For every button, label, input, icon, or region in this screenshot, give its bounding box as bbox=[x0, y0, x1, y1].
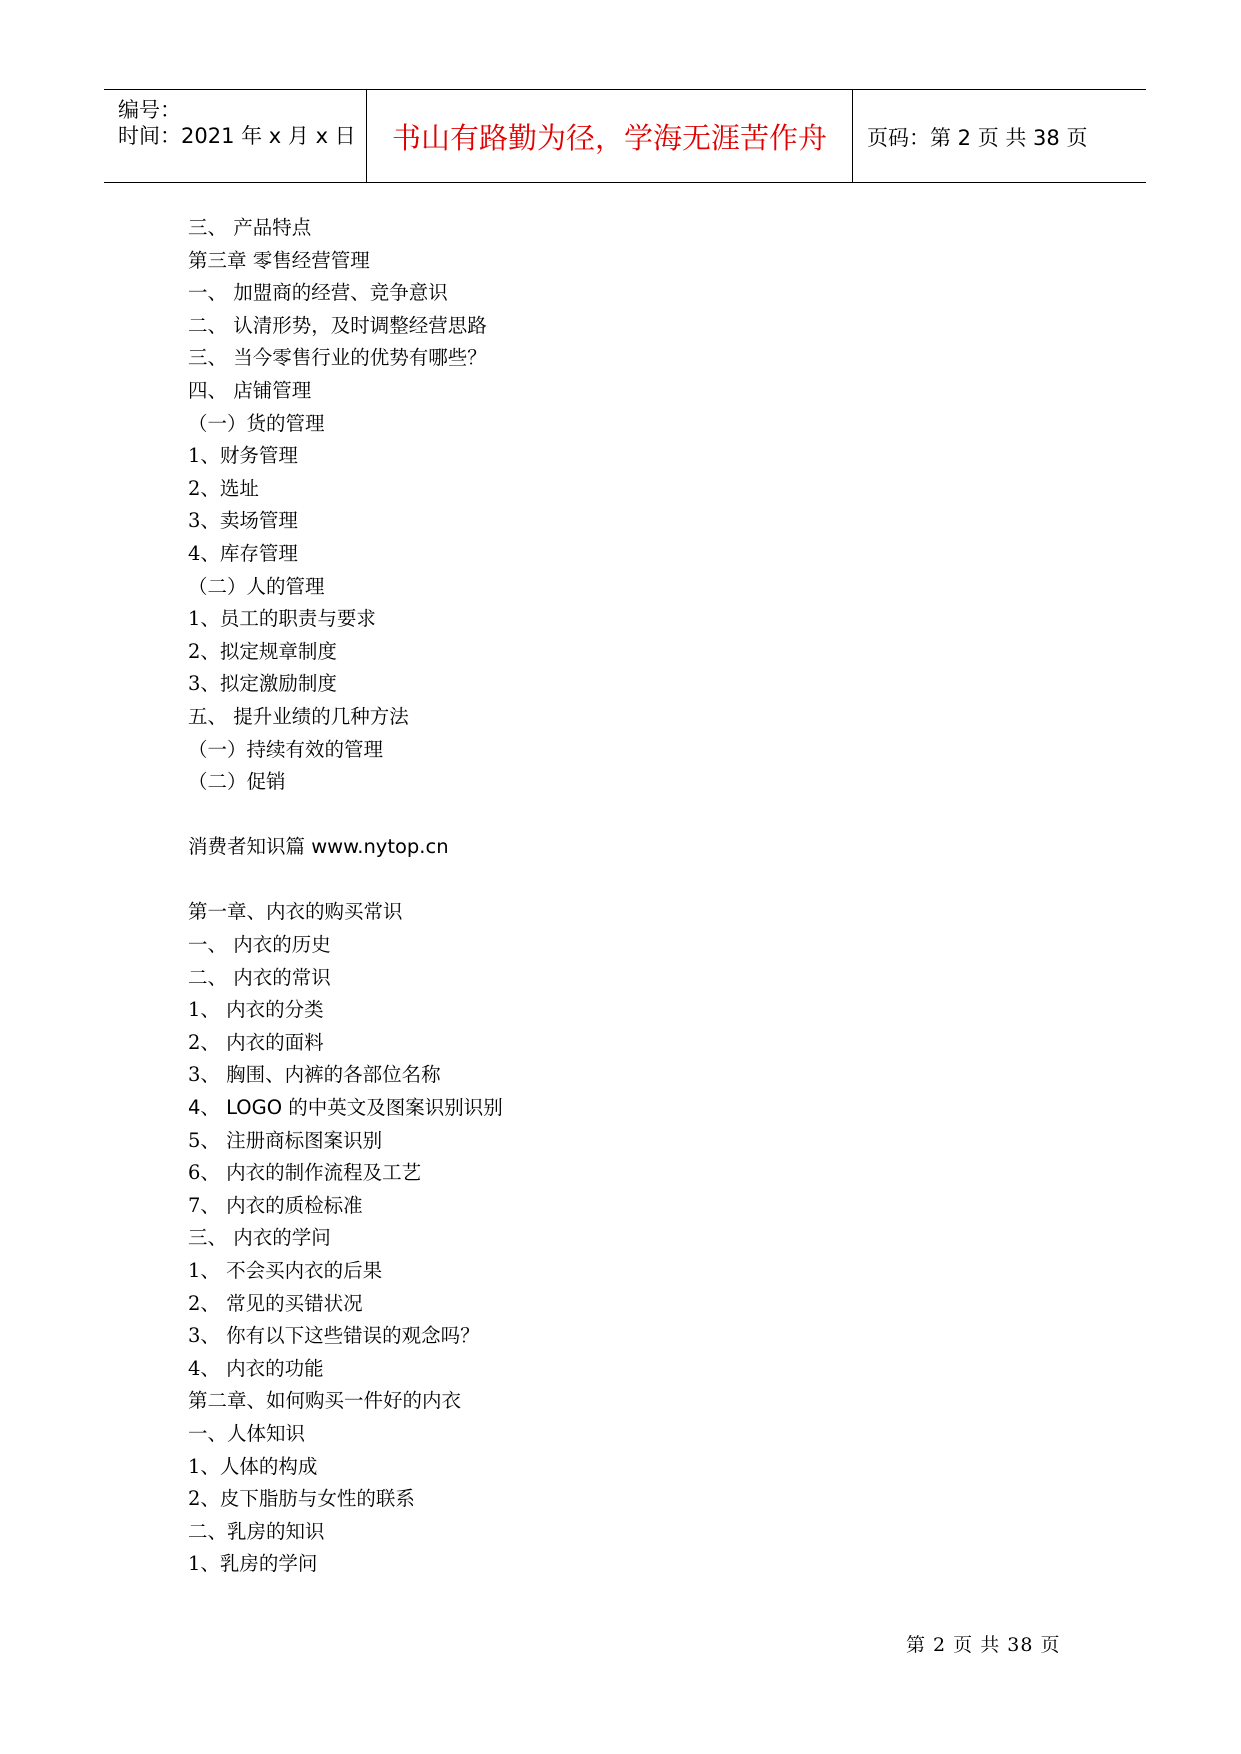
content-line: 2、选址 bbox=[188, 476, 259, 500]
content-line: 2、 常见的买错状况 bbox=[188, 1291, 363, 1315]
content-line: 二、乳房的知识 bbox=[188, 1519, 325, 1543]
content-line: 1、 内衣的分类 bbox=[188, 998, 324, 1022]
blank-line bbox=[188, 799, 1088, 832]
content-line: 2、皮下脂肪与女性的联系 bbox=[188, 1487, 415, 1511]
content-line: 四、 店铺管理 bbox=[188, 378, 312, 402]
content-line: 7、 内衣的质检标准 bbox=[188, 1193, 363, 1217]
content-line: 4、 LOGO 的中英文及图案识别识别 bbox=[188, 1096, 503, 1120]
content-line: 三、 产品特点 bbox=[188, 216, 312, 239]
footer-page-number: 第 2 页 共 38 页 bbox=[906, 1634, 1061, 1656]
content-line: 6、 内衣的制作流程及工艺 bbox=[188, 1161, 422, 1185]
header-left-cell bbox=[104, 90, 367, 182]
blank-line bbox=[188, 864, 1088, 897]
header-motto: 书山有路勤为径，学海无涯苦作舟 bbox=[391, 121, 827, 155]
content-line: 二、 内衣的常识 bbox=[188, 965, 331, 989]
table-of-contents bbox=[188, 212, 1088, 1581]
content-line: 一、 加盟商的经营、竞争意识 bbox=[188, 281, 448, 305]
content-line: 第三章 零售经营管理 bbox=[188, 248, 370, 272]
content-line: 3、拟定激励制度 bbox=[188, 672, 337, 696]
content-line: 1、员工的职责与要求 bbox=[188, 607, 376, 631]
document-header bbox=[104, 89, 1146, 183]
document-number-label: 编号： bbox=[118, 98, 181, 122]
content-line: 一、 内衣的历史 bbox=[188, 933, 331, 957]
content-line: （二）促销 bbox=[188, 770, 286, 794]
content-line: 2、拟定规章制度 bbox=[188, 639, 337, 663]
content-line: （一）货的管理 bbox=[188, 411, 325, 435]
content-line: 1、乳房的学问 bbox=[188, 1552, 318, 1576]
content-line: 1、 不会买内衣的后果 bbox=[188, 1259, 383, 1282]
content-line: 三、 当今零售行业的优势有哪些？ bbox=[188, 346, 487, 370]
content-line: 一、人体知识 bbox=[188, 1421, 306, 1445]
document-time-label: 时间：2021 年 x 月 x 日 bbox=[118, 124, 356, 148]
content-line: 2、 内衣的面料 bbox=[188, 1030, 324, 1054]
content-line: 4、库存管理 bbox=[188, 541, 298, 565]
content-line: 1、财务管理 bbox=[188, 444, 298, 468]
content-line: 3、 你有以下这些错误的观念吗？ bbox=[188, 1324, 480, 1348]
content-line: 第二章、如何购买一件好的内衣 bbox=[188, 1389, 462, 1413]
content-line: 3、卖场管理 bbox=[188, 509, 298, 533]
content-line: （二）人的管理 bbox=[188, 574, 325, 598]
content-line: 第一章、内衣的购买常识 bbox=[188, 900, 403, 924]
content-line: 5、 注册商标图案识别 bbox=[188, 1128, 383, 1152]
content-line: 3、 胸围、内裤的各部位名称 bbox=[188, 1063, 441, 1087]
content-line: （一）持续有效的管理 bbox=[188, 737, 384, 761]
content-line: 1、人体的构成 bbox=[188, 1454, 318, 1478]
header-page-label: 页码：第 2 页 共 38 页 bbox=[867, 126, 1088, 150]
content-line: 消费者知识篇 www.nytop.cn bbox=[188, 835, 449, 859]
content-line: 4、 内衣的功能 bbox=[188, 1356, 324, 1380]
content-line: 三、 内衣的学问 bbox=[188, 1226, 331, 1250]
header-right-cell bbox=[853, 90, 1146, 182]
content-line: 五、 提升业绩的几种方法 bbox=[188, 704, 409, 728]
header-middle-cell bbox=[367, 90, 853, 182]
content-line: 二、 认清形势，及时调整经营思路 bbox=[188, 313, 487, 337]
